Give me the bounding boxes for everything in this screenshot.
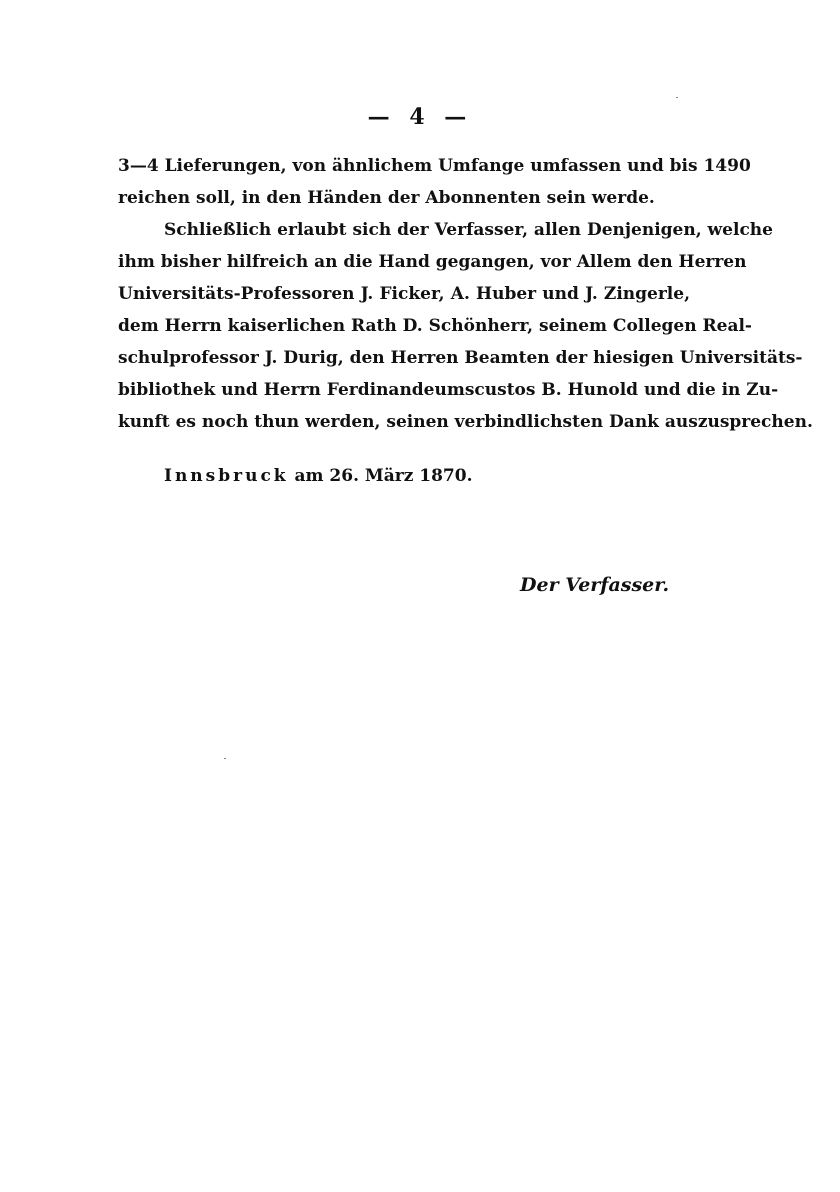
text-line: Schließlich erlaubt sich der Verfasser, allen Denjenigen, welche (164, 220, 773, 240)
text-line: dem Herrn kaiserlichen Rath D. Schönherr, seinem Collegen Real- (118, 316, 752, 336)
text-line: Universitäts-Professoren J. Ficker, A. Huber und J. Zingerle, (118, 284, 690, 304)
paragraph-acknowledgements (118, 214, 813, 438)
text-line: ihm bisher hilfreich an die Hand gegangen, vor Allem den Herren (118, 252, 747, 272)
dateline (164, 466, 473, 486)
signature: Der Verfasser. (520, 574, 670, 596)
body-text (118, 150, 813, 438)
text-line: schulprofessor J. Durig, den Herren Beamten der hiesigen Universitäts- (118, 348, 803, 368)
paragraph-continuation (118, 150, 751, 214)
paper-speck (676, 97, 678, 98)
text-line: bibliothek und Herrn Ferdinandeumscustos B. Hunold und die in Zu- (118, 380, 779, 400)
text-line: 3—4 Lieferungen, von ähnlichem Umfange umfassen und bis 1490 (118, 156, 751, 176)
paper-speck (224, 758, 226, 759)
dateline-place: Innsbruck (164, 466, 289, 486)
dateline-date: am 26. März 1870. (294, 466, 473, 486)
text-line: reichen soll, in den Händen der Abonnenten sein werde. (118, 188, 655, 208)
text-line: kunft es noch thun werden, seinen verbindlichsten Dank auszusprechen. (118, 412, 813, 432)
page-number: — 4 — (367, 104, 473, 130)
